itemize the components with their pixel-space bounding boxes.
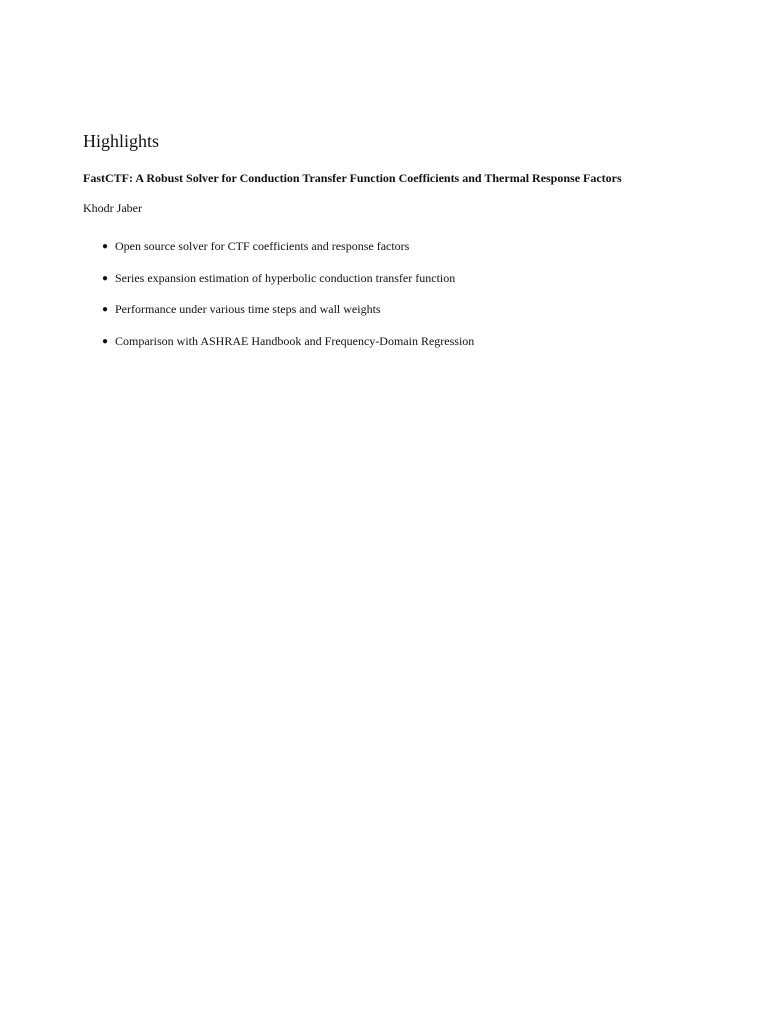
bullet-icon: ●: [102, 304, 109, 315]
highlight-text: Series expansion estimation of hyperbolic conduction transfer function: [115, 270, 456, 285]
bullet-icon: ●: [102, 241, 109, 252]
highlight-text: Comparison with ASHRAE Handbook and Frequency-Domain Regression: [115, 333, 475, 348]
highlight-text: Open source solver for CTF coefficients and response factors: [115, 239, 410, 253]
highlight-item: [102, 270, 474, 302]
author-name: Khodr Jaber: [83, 201, 142, 215]
highlight-text: Performance under various time steps and wall weights: [115, 302, 381, 316]
highlight-item: [102, 333, 474, 365]
highlight-item: [102, 301, 474, 333]
bullet-icon: ●: [102, 335, 109, 347]
bullet-icon: ●: [102, 272, 109, 284]
highlights-heading: Highlights: [83, 131, 160, 151]
paper-title: FastCTF: A Robust Solver for Conduction Transfer Function Coefficients and Thermal Response Factors: [83, 171, 622, 185]
highlight-item: [102, 238, 474, 270]
highlights-list: [102, 238, 474, 364]
